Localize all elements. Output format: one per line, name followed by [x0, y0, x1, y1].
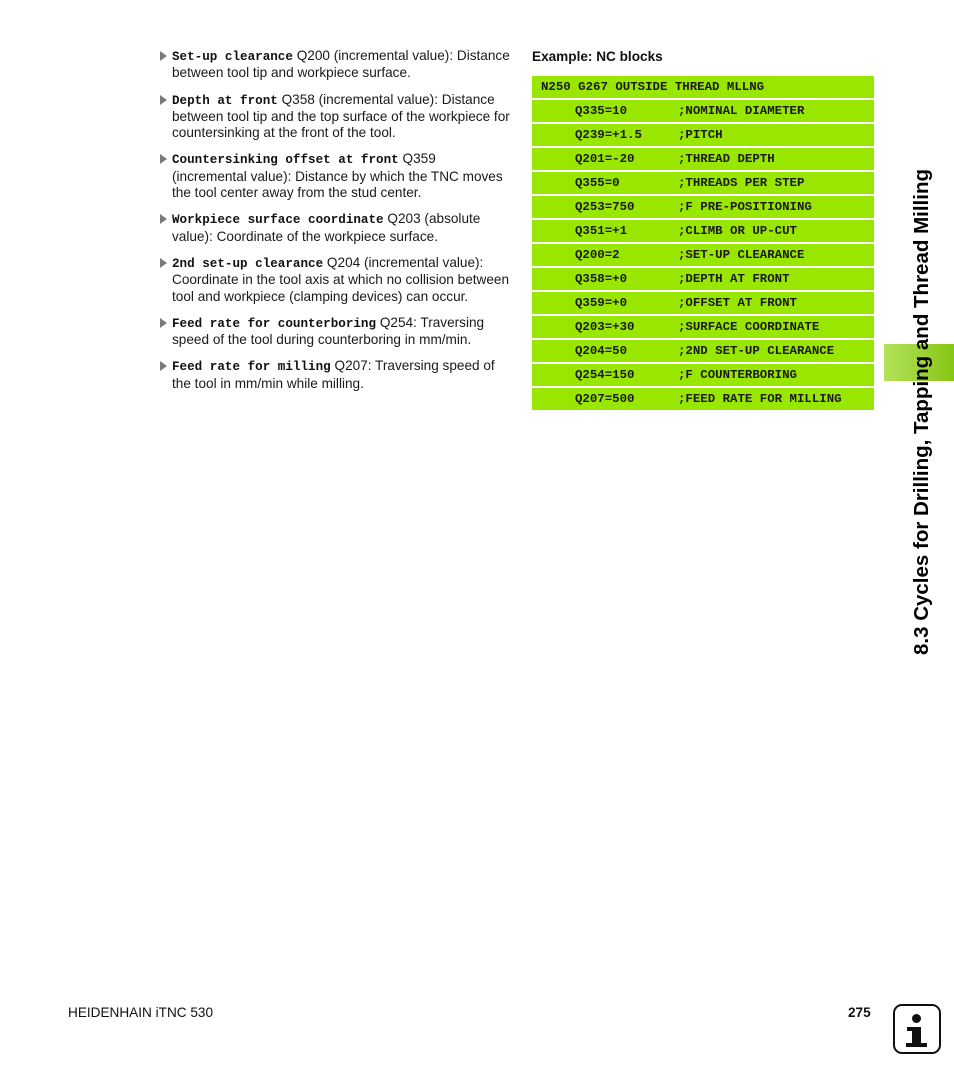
nc-q-value: Q203=+30 — [575, 320, 635, 334]
param-key: Feed rate for milling — [172, 360, 331, 375]
info-stem — [912, 1027, 921, 1044]
param-key: Depth at front — [172, 93, 278, 108]
nc-line — [532, 100, 874, 122]
nc-q-value: Q200=2 — [575, 248, 620, 262]
nc-comment: ;F PRE-POSITIONING — [678, 200, 812, 214]
nc-q-value: Q201=-20 — [575, 152, 635, 166]
nc-comment: ;FEED RATE FOR MILLING — [678, 392, 842, 406]
nc-comment: ;DEPTH AT FRONT — [678, 272, 790, 286]
nc-q-value: Q351=+1 — [575, 224, 628, 238]
nc-q-value: Q335=10 — [575, 104, 628, 118]
nc-comment: ;SET-UP CLEARANCE — [678, 248, 805, 262]
param-item — [158, 211, 514, 245]
param-text: Q200 (incremental value): Distance between tool tip and workpiece surface. — [172, 48, 510, 81]
param-text: Q203 (absolute value): Coordinate of the workpiece surface. — [172, 211, 481, 244]
param-item — [158, 315, 514, 349]
param-item — [158, 255, 514, 305]
param-item — [158, 48, 514, 82]
param-key: Countersinking offset at front — [172, 153, 399, 168]
nc-line — [532, 292, 874, 314]
param-key: Set-up clearance — [172, 50, 293, 64]
triangle-bullet-icon — [160, 361, 167, 371]
param-text: Q358 (incremental value): Distance between tool tip and the top surface of the workpiece for countersinking at the front of the tool. — [172, 91, 510, 141]
info-base — [906, 1043, 927, 1047]
triangle-bullet-icon — [160, 258, 167, 268]
param-key: Workpiece surface coordinate — [172, 213, 384, 228]
nc-line — [532, 268, 874, 290]
nc-line — [532, 244, 874, 266]
nc-comment: ;2ND SET-UP CLEARANCE — [678, 344, 835, 358]
param-key: Feed rate for counterboring — [172, 316, 377, 331]
nc-line — [532, 364, 874, 386]
nc-line — [532, 340, 874, 362]
nc-comment: ;F COUNTERBORING — [678, 368, 797, 382]
nc-comment: ;OFFSET AT FRONT — [678, 296, 797, 310]
nc-line — [532, 148, 874, 170]
param-text: Q254: Traversing speed of the tool during counterboring in mm/min. — [172, 314, 485, 348]
nc-block-listing — [532, 76, 874, 412]
nc-line — [532, 220, 874, 242]
triangle-bullet-icon — [160, 318, 167, 328]
param-text: Q359 (incremental value): Distance by which the TNC moves the tool center away from the stud center. — [172, 151, 503, 201]
parameter-list — [158, 48, 514, 402]
nc-line — [532, 172, 874, 194]
nc-line — [532, 388, 874, 410]
nc-comment: ;THREAD DEPTH — [678, 152, 775, 166]
nc-q-value: Q355=0 — [575, 176, 620, 190]
nc-line — [532, 316, 874, 338]
info-dot — [912, 1014, 921, 1023]
param-text: Q204 (incremental value): Coordinate in the tool axis at which no collision between tool and workpiece (clamping devices) can occur. — [172, 254, 510, 304]
info-icon — [893, 1004, 941, 1054]
param-item — [158, 92, 514, 142]
param-item — [158, 151, 514, 201]
nc-first-line: N250 G267 OUTSIDE THREAD MLLNG — [541, 80, 765, 94]
triangle-bullet-icon — [160, 214, 167, 224]
param-text: Q207: Traversing speed of the tool in mm/min while milling. — [172, 358, 495, 391]
nc-q-value: Q359=+0 — [575, 296, 628, 310]
nc-comment: ;NOMINAL DIAMETER — [678, 104, 805, 118]
nc-comment: ;CLIMB OR UP-CUT — [678, 224, 797, 238]
nc-line — [532, 196, 874, 218]
nc-comment: ;THREADS PER STEP — [678, 176, 805, 190]
nc-comment: ;PITCH — [678, 128, 723, 142]
param-item — [158, 358, 514, 392]
triangle-bullet-icon — [160, 51, 167, 61]
nc-q-value: Q254=150 — [575, 368, 635, 382]
manual-name: HEIDENHAIN iTNC 530 — [68, 1005, 214, 1020]
page-number: 275 — [848, 1005, 871, 1020]
nc-q-value: Q239=+1.5 — [575, 128, 642, 142]
nc-q-value: Q253=750 — [575, 200, 635, 214]
nc-line — [532, 124, 874, 146]
chapter-title: 8.3 Cycles for Drilling, Tapping and Thread Milling — [910, 169, 933, 655]
nc-comment: ;SURFACE COORDINATE — [678, 320, 820, 334]
nc-q-value: Q358=+0 — [575, 272, 628, 286]
nc-q-value: Q204=50 — [575, 344, 628, 358]
nc-line-header — [532, 76, 874, 98]
nc-q-value: Q207=500 — [575, 392, 635, 406]
example-title: Example: NC blocks — [532, 49, 663, 64]
param-key: 2nd set-up clearance — [172, 256, 324, 271]
triangle-bullet-icon — [160, 154, 167, 164]
triangle-bullet-icon — [160, 95, 167, 105]
